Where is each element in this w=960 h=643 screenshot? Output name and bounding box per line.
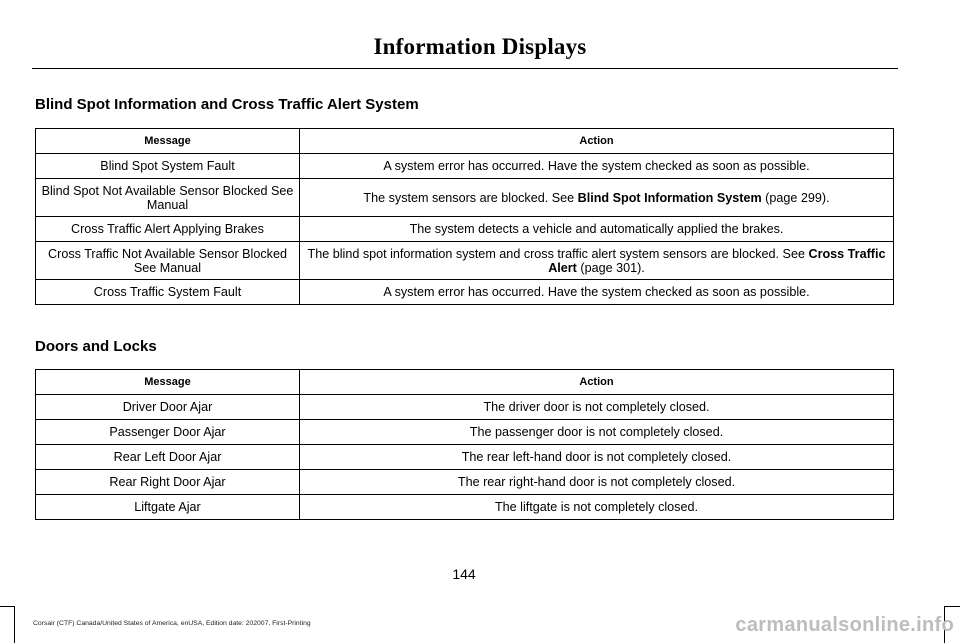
page-header-title: Information Displays [373, 34, 587, 59]
table-row [36, 395, 894, 420]
page-number: 144 [452, 566, 476, 582]
action-cell: The rear right-hand door is not completely closed. [300, 470, 894, 495]
message-cell: Rear Right Door Ajar [36, 470, 300, 495]
message-cell: Driver Door Ajar [36, 395, 300, 420]
crop-mark [14, 606, 15, 643]
action-text: A system error has occurred. Have the system checked as soon as possible. [383, 285, 810, 299]
action-text: The blind spot information system and cross traffic alert system sensors are blocked. See [307, 246, 809, 261]
table-row [36, 217, 894, 242]
section-title-doors-locks: Doors and Locks [35, 338, 157, 355]
table-row [36, 154, 894, 179]
action-cell: The driver door is not completely closed. [300, 395, 894, 420]
action-text: The system sensors are blocked. See [363, 190, 578, 205]
action-cell [300, 280, 894, 305]
message-cell: Rear Left Door Ajar [36, 445, 300, 470]
watermark: carmanualsonline.info [735, 614, 954, 636]
message-cell: Liftgate Ajar [36, 495, 300, 520]
column-header-message: Message [36, 129, 300, 154]
cross-reference-link[interactable]: Cross Traffic Alert [548, 246, 886, 275]
action-cell [300, 217, 894, 242]
table-row [36, 470, 894, 495]
blind-spot-table [35, 128, 894, 305]
page-reference: (page 301). [576, 260, 645, 275]
table-row [36, 420, 894, 445]
action-text: A system error has occurred. Have the system checked as soon as possible. [383, 159, 810, 173]
table-row [36, 495, 894, 520]
action-cell: The rear left-hand door is not completely closed. [300, 445, 894, 470]
column-header-action: Action [300, 370, 894, 395]
crop-mark [944, 606, 960, 607]
message-cell: Cross Traffic Alert Applying Brakes [36, 217, 300, 242]
table-row [36, 280, 894, 305]
table-row [36, 242, 894, 280]
message-cell: Passenger Door Ajar [36, 420, 300, 445]
doors-locks-table [35, 369, 894, 520]
message-cell: Cross Traffic Not Available Sensor Blocked See Manual [36, 242, 300, 280]
action-cell [300, 242, 894, 280]
table-header-row [36, 370, 894, 395]
action-cell: The passenger door is not completely closed. [300, 420, 894, 445]
action-cell [300, 154, 894, 179]
crop-mark [0, 606, 14, 607]
message-cell: Cross Traffic System Fault [36, 280, 300, 305]
table-row [36, 179, 894, 217]
column-header-message: Message [36, 370, 300, 395]
section-title-blind-spot: Blind Spot Information and Cross Traffic Alert System [35, 96, 419, 113]
column-header-action: Action [300, 129, 894, 154]
header-rule [32, 68, 898, 69]
table-header-row [36, 129, 894, 154]
action-cell [300, 179, 894, 217]
footer-edition-info: Corsair (CTF) Canada/United States of America, enUSA, Edition date: 202007, First-Printing [33, 620, 311, 627]
page-reference: (page 299). [761, 190, 830, 205]
message-cell: Blind Spot Not Available Sensor Blocked See Manual [36, 179, 300, 217]
cross-reference-link[interactable]: Blind Spot Information System [577, 190, 762, 205]
message-cell: Blind Spot System Fault [36, 154, 300, 179]
action-cell: The liftgate is not completely closed. [300, 495, 894, 520]
table-row [36, 445, 894, 470]
action-text: The system detects a vehicle and automatically applied the brakes. [409, 222, 784, 236]
